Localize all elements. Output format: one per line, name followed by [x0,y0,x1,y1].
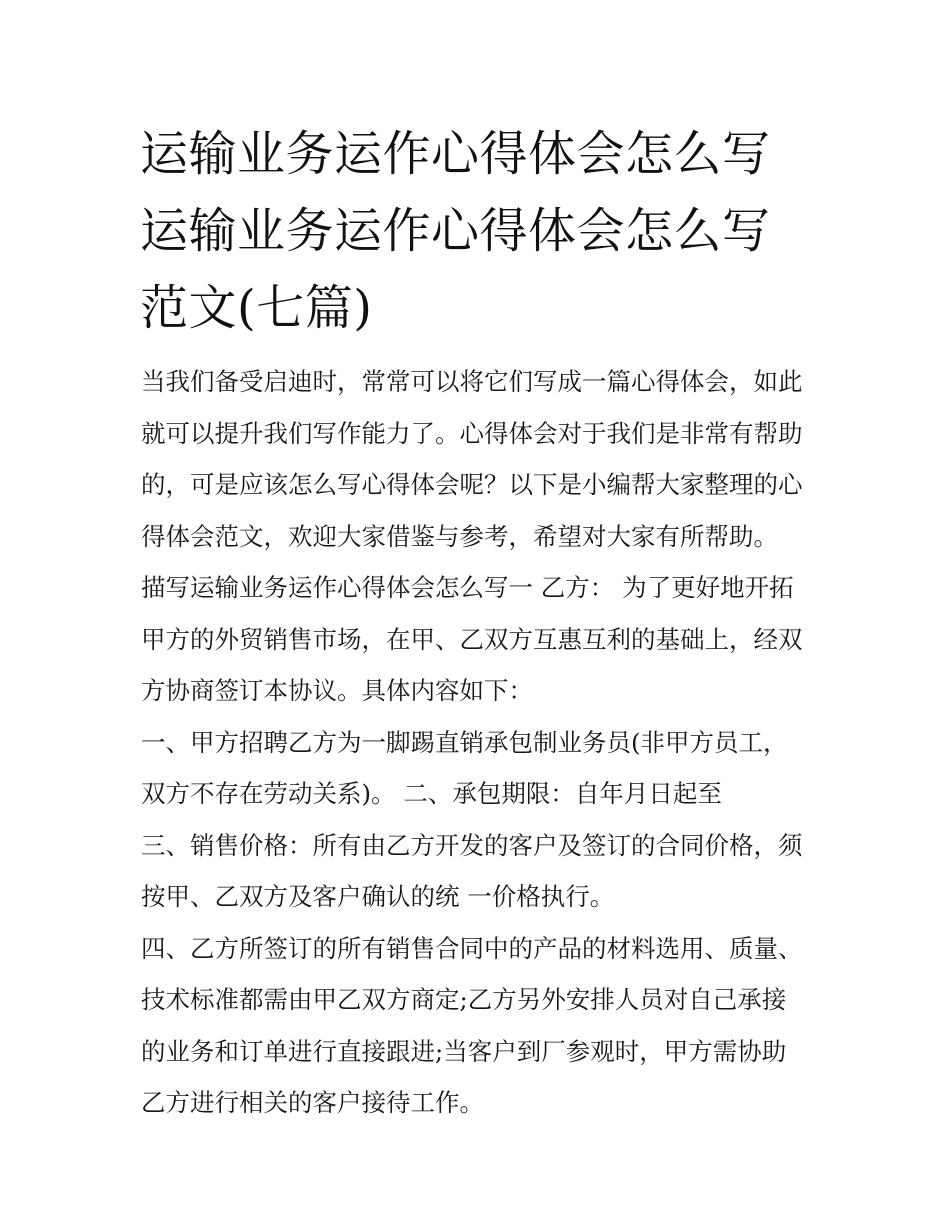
body-line: 当我们备受启迪时，常常可以将它们写成一篇心得体会，如此 [141,367,803,396]
body-line: 的，可是应该怎么写心得体会呢？以下是小编帮大家整理的心 [141,470,803,499]
body-line: 甲方的外贸销售市场，在甲、乙双方互惠互利的基础上，经双 [141,624,803,654]
body-line: 按甲、乙双方及客户确认的统 一价格执行。 [141,882,615,911]
body-line: 双方不存在劳动关系)。 二、承包期限：自年月日起至 [141,779,722,808]
document-body [141,356,821,1129]
body-line: 的业务和订单进行直接跟进;当客户到厂参观时，甲方需协助 [141,1036,787,1066]
body-line: 四、乙方所签订的所有销售合同中的产品的材料选用、质量、 [141,933,803,963]
body-line: 三、销售价格：所有由乙方开发的客户及签订的合同价格，须 [141,830,803,860]
body-line: 乙方进行相关的客户接待工作。 [141,1088,484,1117]
title-line-2: 运输业务运作心得体会怎么写 [140,203,771,259]
body-line: 技术标准都需由甲乙双方商定;乙方另外安排人员对自己承接 [141,985,787,1014]
body-line: 描写运输业务运作心得体会怎么写一 乙方： 为了更好地开拓 [141,573,794,602]
body-line: 就可以提升我们写作能力了。心得体会对于我们是非常有帮助 [141,418,803,448]
body-line: 得体会范文，欢迎大家借鉴与参考，希望对大家有所帮助。 [141,521,778,551]
document-title [140,116,820,347]
title-line-3: 范文(七篇) [140,280,373,336]
title-line-1: 运输业务运作心得体会怎么写 [140,126,771,182]
body-line: 方协商签订本协议。具体内容如下： [141,676,533,705]
body-line: 一、甲方招聘乙方为一脚踢直销承包制业务员(非甲方员工， [141,727,788,757]
